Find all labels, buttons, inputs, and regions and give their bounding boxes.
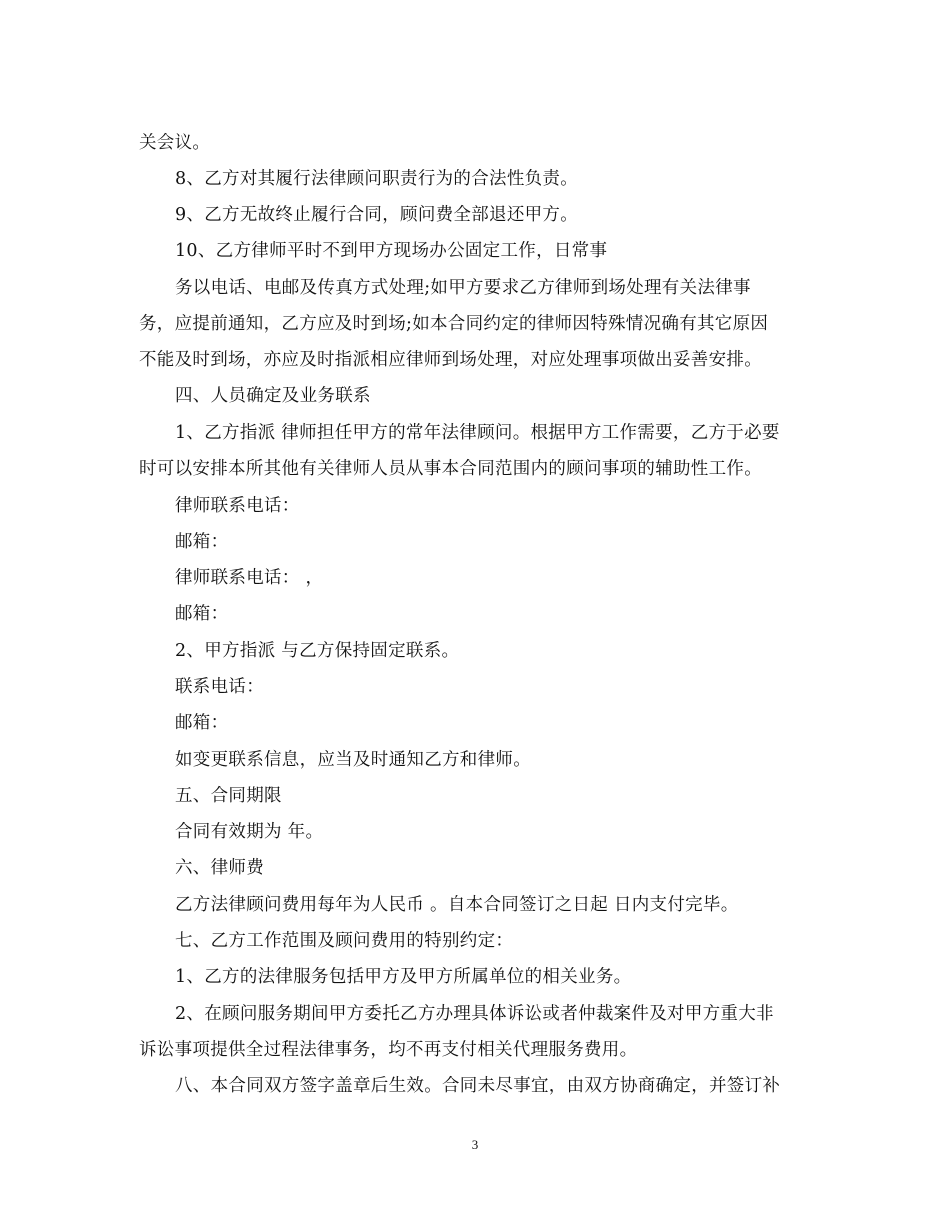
text-line: 邮箱： [175,532,229,552]
section-heading: 四、人员确定及业务联系 [175,386,371,406]
page-number: 3 [471,1137,479,1152]
text-line: 律师联系电话： ， [175,568,324,588]
text-line: 1、乙方的法律服务包括甲方及甲方所属单位的相关业务。 [175,967,632,987]
text-line: 诉讼事项提供全过程法律事务，均不再支付相关代理服务费用。 [139,1040,638,1060]
section-heading: 五、合同期限 [175,786,282,806]
text-line: 务，应提前通知，乙方应及时到场;如本合同约定的律师因特殊情况确有其它原因 [139,314,769,334]
text-line: 合同有效期为 年。 [175,822,324,842]
text-line: 如变更联系信息，应当及时通知乙方和律师。 [175,750,531,770]
text-line: 联系电话： [175,677,264,697]
section-heading: 六、律师费 [175,858,264,878]
text-line: 不能及时到场，亦应及时指派相应律师到场处理，对应处理事项做出妥善安排。 [139,350,762,370]
text-line: 邮箱： [175,604,229,624]
text-line: 律师联系电话： [175,496,300,516]
text-line: 2、在顾问服务期间甲方委托乙方办理具体诉讼或者仲裁案件及对甲方重大非 [175,1004,774,1024]
section-heading: 七、乙方工作范围及顾问费用的特别约定： [175,931,514,951]
text-line: 2、甲方指派 与乙方保持固定联系。 [175,641,460,661]
text-line: 关会议。 [139,133,211,153]
text-line: 邮箱： [175,713,229,733]
text-line: 务以电话、电邮及传真方式处理;如甲方要求乙方律师到场处理有关法律事 [175,278,751,298]
text-line: 时可以安排本所其他有关律师人员从事本合同范围内的顾问事项的辅助性工作。 [139,459,762,479]
text-line: 1、乙方指派 律师担任甲方的常年法律顾问。根据甲方工作需要，乙方于必要 [175,423,780,443]
text-line: 八、本合同双方签字盖章后生效。合同未尽事宜，由双方协商确定，并签订补 [175,1076,781,1096]
text-line: 10、乙方律师平时不到甲方现场办公固定工作，日常事 [175,241,608,261]
text-line: 9、乙方无故终止履行合同，顾问费全部退还甲方。 [175,205,579,225]
text-line: 乙方法律顾问费用每年为人民币 。自本合同签订之日起 日内支付完毕。 [175,895,739,915]
text-line: 8、乙方对其履行法律顾问职责行为的合法性负责。 [175,169,579,189]
